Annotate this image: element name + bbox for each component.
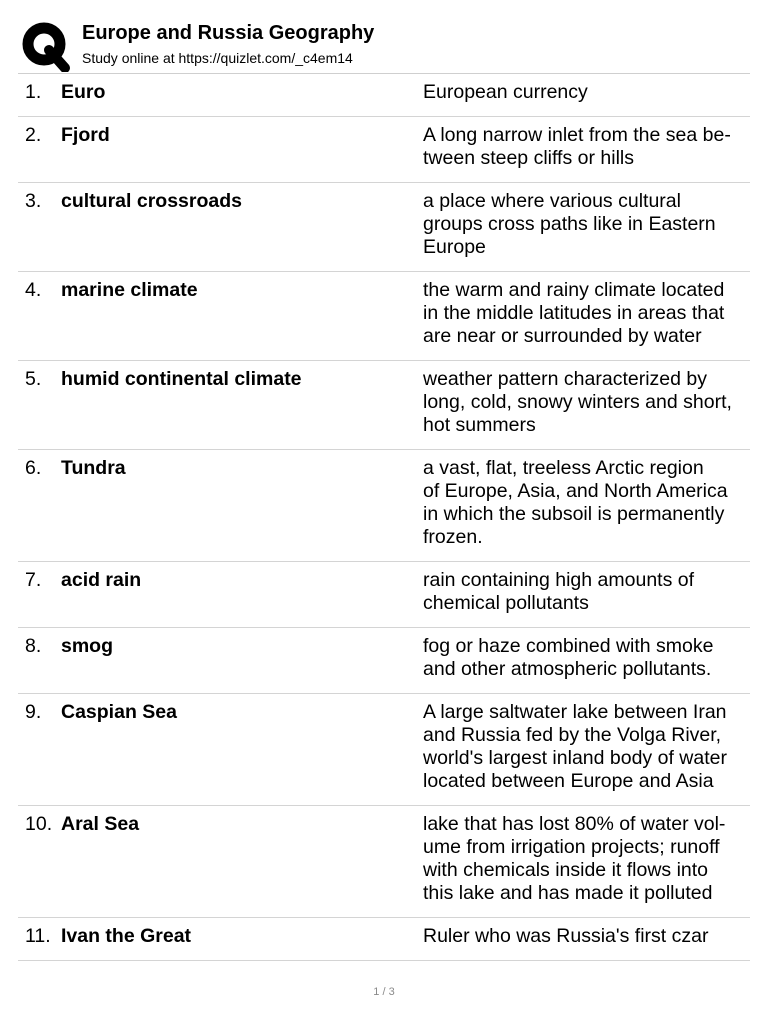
term-number: 3. [25,190,42,212]
term-word: Tundra [61,457,126,479]
term-row [18,74,750,117]
term-word: cultural crossroads [61,190,242,212]
term-definition: a place where various cultural groups cross paths like in Eastern Europe [423,190,716,258]
term-row [18,562,750,628]
page-indicator: 1 / 3 [373,986,395,998]
terms-list [18,74,750,961]
term-definition: fog or haze combined with smoke and other atmospheric pollutants. [423,635,714,680]
page-title: Europe and Russia Geography [82,22,375,44]
term-definition: weather pattern characterized by long, cold, snowy winters and short, hot summers [423,368,732,436]
term-number: 5. [25,368,42,390]
term-number: 7. [25,569,42,591]
term-number: 11. [25,925,51,947]
term-number: 9. [25,701,42,723]
term-number: 6. [25,457,42,479]
term-definition: lake that has lost 80% of water vol- ume from irrigation projects; runoff with chemicals inside it flows into this lake and has made it polluted [423,813,726,904]
term-row [18,272,750,361]
term-definition: A large saltwater lake between Iran and Russia fed by the Volga River, world's largest inland body of water located between Europe and Asia [423,701,727,792]
term-word: acid rain [61,569,142,591]
term-number: 8. [25,635,42,657]
term-word: Caspian Sea [61,701,177,723]
study-online-url: Study online at https://quizlet.com/_c4em14 [82,50,353,66]
term-definition: a vast, flat, treeless Arctic region of Europe, Asia, and North America in which the subsoil is permanently frozen. [423,457,728,548]
page-header [18,16,750,74]
term-definition: Ruler who was Russia's first czar [423,925,709,947]
term-word: Aral Sea [61,813,140,835]
term-word: Ivan the Great [61,925,192,947]
quizlet-logo-icon [20,20,70,72]
term-definition: A long narrow inlet from the sea be- tween steep cliffs or hills [423,124,731,169]
term-word: Euro [61,81,106,103]
term-row [18,694,750,806]
term-row [18,361,750,450]
term-definition: European currency [423,81,588,103]
term-word: smog [61,635,114,657]
term-word: marine climate [61,279,198,301]
term-number: 2. [25,124,42,146]
term-row [18,628,750,694]
term-word: humid continental climate [61,368,302,390]
term-definition: the warm and rainy climate located in the middle latitudes in areas that are near or surrounded by water [423,279,725,347]
term-word: Fjord [61,124,110,146]
term-row [18,183,750,272]
term-definition: rain containing high amounts of chemical pollutants [423,569,695,614]
term-row [18,117,750,183]
term-number: 1. [25,81,42,103]
term-row [18,450,750,562]
term-number: 10. [25,813,53,835]
term-row [18,806,750,918]
term-number: 4. [25,279,42,301]
term-row [18,918,750,961]
